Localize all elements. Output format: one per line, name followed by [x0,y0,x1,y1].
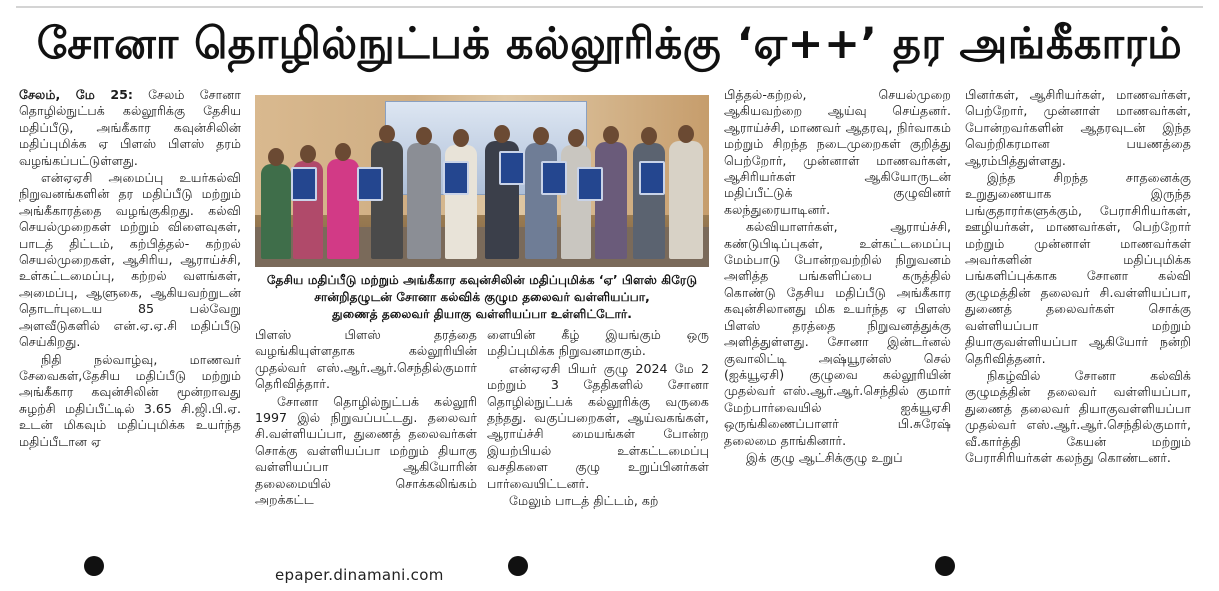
certificate-plaque [291,167,317,201]
registration-dot [935,556,955,576]
paragraph [19,87,241,169]
certificate-plaque [443,161,469,195]
paragraph: நிதி நல்வாழ்வு, மாணவர் சேவைகள்,தேசிய மதிப்பீடு மற்றும் அங்கீகார கவுன்சிலின் மூன்றாவது சுழற்சி மதிப்பீட்டில் 3.65 சி.ஜி.பி.ஏ. உடன் மிகவும் மதிப்புமிக்க உயர்ந்த மதிப்பீடான ஏ [19,351,241,449]
certificate-plaque [499,151,525,185]
top-rule [16,6,1203,8]
paragraph: ளையின் கீழ் இயங்கும் ஒரு மதிப்புமிக்க நிறுவனமாகும். [487,327,709,359]
article-column-1 [19,87,241,557]
person-figure [407,143,441,259]
registration-dot [508,556,528,576]
paragraph: சோனா தொழில்நுட்பக் கல்லூரி 1997 இல் நிறுவப்பட்டது. தலைவர் சி.வள்ளியப்பா, துணைத் தலைவர்கள் சொக்கு வள்ளியப்பா மற்றும் தியாகு வள்ளியப்பா ஆகியோரின் தலைமையில் சொக்கலிங்கம் அறக்கட்ட [255,393,477,508]
dateline: சேலம், மே 25: [19,87,133,102]
paragraph: இந்த சிறந்த சாதனைக்கு உறுதுணையாக இருந்த பங்குதாரர்களுக்கும், பேராசிரியர்கள், ஊழியர்கள், மாணவர்கள், பெற்றோர் மற்றும் முன்னாள் மாணவர்கள் அவர்களின் மதிப்புமிக்க பங்களிப்புக்காக சோனா கல்வி குழுமத்தின் தலைவர் சி.வள்ளியப்பா, துணைத் தலைவர்கள் சொக்கு வள்ளியப்பா மற்றும் தியாகுவள்ளியப்பா ஆகியோர் நன்றி தெரிவித்தனர். [965,170,1191,366]
paragraph: நிகழ்வில் சோனா கல்விக் குழுமத்தின் தலைவர் வள்ளியப்பா, துணைத் தலைவர் தியாகுவள்ளியப்பா முதல்வர் எஸ்.ஆர்.ஆர்.செந்தில்குமார், வீ.கார்த்தி கேயன் மற்றும் பேராசிரியர்கள் கலந்து கொண்டனர். [965,367,1191,465]
paragraph: என்ஏஏசி அமைப்பு உயர்கல்வி நிறுவனங்களின் தர மதிப்பீடு மற்றும் அங்கீகாரத்தை வழங்குகிறது. கல்வி செயல்முறைகள் மற்றும் விளைவுகள், பாடத் திட்டம், கற்பித்தல்- கற்றல் செயல்முறைகள், ஆசிரிய, ஆராய்ச்சி, உள்கட்டமைப்பு, கற்றல் வளங்கள், அமைப்பு, ஆளுகை, ஆகியவற்றுடன் தொடர்புடைய 85 பல்வேறு அளவீடுகளில் என்.ஏ.ஏ.சி மதிப்பீடு செய்கிறது. [19,170,241,350]
registration-dot [84,556,104,576]
paragraph: இக் குழு ஆட்சிக்குழு உறுப் [746,449,903,465]
paragraph: கல்வியாளர்கள், ஆராய்ச்சி, கண்டுபிடிப்புகள், உள்கட்டமைப்பு மேம்பாடு போன்றவற்றில் நிறுவனம் அளித்த பங்களிப்பை கருத்தில் கொண்டு தேசிய மதிப்பீடு அங்கீகார கவுன்சிலானது மிக உயர்ந்த ஏ பிளஸ் பிளஸ் தரத்தை நிறுவனத்துக்கு அளித்துள்ளது. சோனா இன்டர்னல் குவாலிட்டி அஷ்யூரன்ஸ் செல் (ஐக்யூஏசி) குழுவை கல்லூரியின் முதல்வர் எஸ்.ஆர்.ஆர்.செந்தில் குமார் மேற்பார்வையில் ஐக்யூஏசி ஒருங்கிணைப்பாளர் பி.சுரேஷ் தலைமை தாங்கினார். [724,219,951,448]
article-column-4 [724,87,951,550]
certificate-plaque [541,161,567,195]
paragraph: பினர்கள், ஆசிரியர்கள், மாணவர்கள், பெற்றோர், முன்னாள் மாணவர்கள், போன்றவர்களின் ஆதரவுடன் இந்த வெற்றிகரமான பயணத்தை ஆரம்பித்துள்ளது. [965,87,1191,168]
certificate-plaque [357,167,383,201]
person-figure [327,159,359,259]
paragraph: பிளஸ் பிளஸ் தரத்தை வழங்கியுள்ளதாக கல்லூரியின் முதல்வர் எஸ்.ஆர்.ஆர்.செந்தில்குமார் தெரிவித்தார். [255,327,477,392]
source-url[interactable]: epaper.dinamani.com [275,566,444,584]
certificate-plaque [639,161,665,195]
paragraph-text: சேலம் சோனா தொழில்நுட்பக் கல்லூரிக்கு தேசிய மதிப்பீடு, அங்கீகார கவுன்சிலின் மதிப்புமிக்க ஏ பிளஸ் பிளஸ் தரம் வழங்கப்பட்டுள்ளது. [19,87,241,168]
person-figure [261,164,291,259]
paragraph: மேலும் பாடத் திட்டம், கற் [509,493,659,509]
certificate-plaque [577,167,603,201]
photo-caption [255,272,709,323]
caption-line: சான்றிதழுடன் சோனா கல்விக் குழும தலைவர் வள்ளியப்பா, [314,290,650,304]
person-figure [669,141,703,259]
caption-line: தேசிய மதிப்பீடு மற்றும் அங்கீகார கவுன்சிலின் மதிப்புமிக்க ‘ஏ’ பிளஸ் கிரேடு [266,273,698,287]
article-column-2 [255,327,477,549]
event-photo [255,95,709,267]
paragraph: என்ஏஏசி பியர் குழு 2024 மே 2 மற்றும் 3 தேதிகளில் சோனா தொழில்நுட்பக் கல்லூரிக்கு வருகை தந்தது. வகுப்பறைகள், ஆய்வகங்கள், ஆராய்ச்சி மையங்கள் போன்ற இயற்பியல் உள்கட்டமைப்பு வசதிகளை குழு உறுப்பினர்கள் பார்வையிட்டனர். [487,360,709,491]
headline: சோனா தொழில்நுட்பக் கல்லூரிக்கு ‘ஏ++’ தர அங்கீகாரம் [36,19,1183,69]
caption-line: துணைத் தலைவர் தியாகு வள்ளியப்பா உள்ளிட்டோர். [332,307,632,321]
article-column-3 [487,327,709,549]
article-column-5 [965,87,1191,550]
paragraph: பித்தல்-கற்றல், செயல்முறை ஆகியவற்றை ஆய்வு செய்தனர். ஆராய்ச்சி, மாணவர் ஆதரவு, நிர்வாகம் மற்றும் சிறந்த நடைமுறைகள் குறித்து பெற்றோர், முன்னாள் மாணவர்கள், ஆசிரியர்கள் ஆகியோருடன் மதிப்பீட்டுக் குழுவினர் கலந்துரையாடினர். [724,87,951,217]
